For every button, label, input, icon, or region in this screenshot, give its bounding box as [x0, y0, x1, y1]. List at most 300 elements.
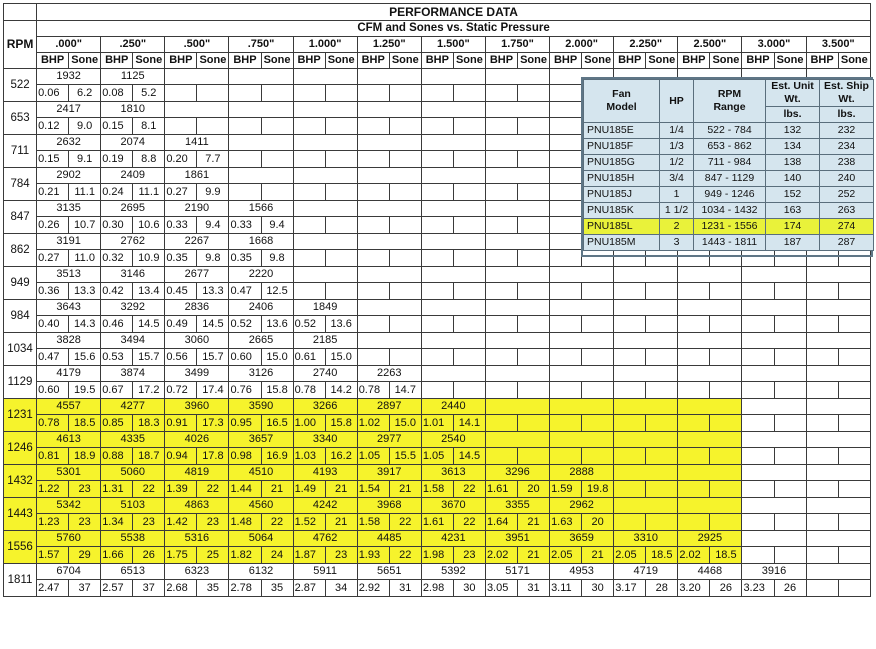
sone-cell: 14.2: [325, 382, 357, 399]
sone-cell: 13.6: [261, 316, 293, 333]
bhp-cell: 1.98: [421, 547, 453, 564]
cfm-cell: 3310: [614, 531, 678, 547]
empty-cell: [453, 250, 485, 267]
cfm-cell: 2762: [101, 234, 165, 250]
sone-cell: 14.5: [133, 316, 165, 333]
cfm-cell: 1932: [37, 69, 101, 85]
cfm-cell: 6132: [229, 564, 293, 580]
empty-cell: [582, 250, 614, 267]
empty-cell: [710, 250, 742, 267]
cfm-cell: 4335: [101, 432, 165, 448]
empty-cell: [806, 283, 838, 300]
empty-cell: [614, 349, 646, 366]
empty-cell: [293, 267, 357, 283]
ship-weight-cell: 252: [820, 187, 874, 203]
rpm-cell: 653: [4, 102, 37, 135]
sone-cell: 6.2: [69, 85, 101, 102]
cfm-cell: 4719: [614, 564, 678, 580]
empty-cell: [582, 382, 614, 399]
empty-cell: [550, 399, 614, 415]
bhp-cell: 0.30: [101, 217, 133, 234]
empty-cell: [646, 349, 678, 366]
sone-cell: 16.9: [261, 448, 293, 465]
empty-cell: [742, 415, 774, 432]
empty-cell: [293, 217, 325, 234]
sone-cell: 15.7: [133, 349, 165, 366]
pressure-header: 1.000": [293, 37, 357, 53]
cfm-cell: 2677: [165, 267, 229, 283]
empty-cell: [614, 432, 678, 448]
cfm-cell: 2925: [678, 531, 742, 547]
empty-cell: [165, 118, 197, 135]
pressure-header: 2.000": [550, 37, 614, 53]
sone-cell: 9.0: [69, 118, 101, 135]
sone-cell: 9.8: [197, 250, 229, 267]
bhp-cell: 1.54: [357, 481, 389, 498]
bhp-cell: 0.19: [101, 151, 133, 168]
empty-cell: [421, 234, 485, 250]
bhp-cell: 3.23: [742, 580, 774, 597]
sone-cell: 37: [69, 580, 101, 597]
empty-cell: [774, 415, 806, 432]
empty-cell: [485, 250, 517, 267]
model-row: [584, 155, 874, 171]
cfm-cell: 2185: [293, 333, 357, 349]
cfm-cell: 3590: [229, 399, 293, 415]
empty-cell: [485, 382, 517, 399]
table-row: [4, 481, 871, 498]
sone-cell: 5.2: [133, 85, 165, 102]
empty-cell: [646, 481, 678, 498]
hp-cell: 3/4: [660, 171, 694, 187]
empty-cell: [229, 168, 293, 184]
rpm-cell: 1811: [4, 564, 37, 597]
empty-cell: [389, 316, 421, 333]
cfm-cell: 2888: [550, 465, 614, 481]
sone-cell: 8.8: [133, 151, 165, 168]
bhp-cell: 1.44: [229, 481, 261, 498]
empty-cell: [710, 514, 742, 531]
ship-weight-cell: 240: [820, 171, 874, 187]
cfm-cell: 1668: [229, 234, 293, 250]
table-row: [4, 283, 871, 300]
bhp-cell: 0.26: [37, 217, 69, 234]
empty-cell: [421, 102, 485, 118]
empty-cell: [518, 316, 550, 333]
model-row: [584, 235, 874, 251]
sone-cell: 13.3: [197, 283, 229, 300]
model-name-cell: PNU185M: [584, 235, 660, 251]
sone-cell: 14.1: [453, 415, 485, 432]
empty-cell: [357, 333, 421, 349]
sone-cell: 14.3: [69, 316, 101, 333]
bhp-cell: 1.49: [293, 481, 325, 498]
sone-cell: 22: [197, 481, 229, 498]
bhp-cell: 1.52: [293, 514, 325, 531]
sone-header: Sone: [582, 53, 614, 69]
empty-cell: [838, 580, 870, 597]
empty-cell: [261, 184, 293, 201]
empty-cell: [485, 432, 549, 448]
empty-cell: [838, 250, 870, 267]
rpm-cell: 1129: [4, 366, 37, 399]
empty-cell: [646, 382, 678, 399]
bhp-cell: 0.52: [293, 316, 325, 333]
empty-cell: [678, 432, 742, 448]
cfm-cell: 5651: [357, 564, 421, 580]
bhp-cell: 0.12: [37, 118, 69, 135]
bhp-header: BHP: [293, 53, 325, 69]
bhp-cell: 0.35: [165, 250, 197, 267]
empty-cell: [197, 85, 229, 102]
empty-cell: [646, 316, 678, 333]
empty-cell: [774, 250, 806, 267]
bhp-cell: 1.48: [229, 514, 261, 531]
sone-cell: 10.6: [133, 217, 165, 234]
bhp-header: BHP: [357, 53, 389, 69]
empty-cell: [806, 349, 838, 366]
model-name-cell: PNU185L: [584, 219, 660, 235]
model-row: [584, 123, 874, 139]
bhp-cell: 2.47: [37, 580, 69, 597]
empty-cell: [518, 448, 550, 465]
sone-cell: 23: [453, 547, 485, 564]
bhp-cell: 1.58: [421, 481, 453, 498]
empty-cell: [710, 415, 742, 432]
empty-cell: [550, 366, 614, 382]
bhp-cell: 0.95: [229, 415, 261, 432]
empty-cell: [806, 531, 870, 547]
table-row: [4, 531, 871, 547]
bhp-cell: 0.47: [37, 349, 69, 366]
bhp-cell: 1.82: [229, 547, 261, 564]
empty-cell: [742, 283, 774, 300]
empty-cell: [485, 151, 517, 168]
rpm-cell: 711: [4, 135, 37, 168]
empty-cell: [710, 283, 742, 300]
empty-cell: [453, 184, 485, 201]
empty-cell: [518, 118, 550, 135]
empty-cell: [357, 300, 421, 316]
rpm-range-cell: 653 - 862: [694, 139, 766, 155]
bhp-cell: 2.02: [678, 547, 710, 564]
model-row: [584, 219, 874, 235]
cfm-cell: 1849: [293, 300, 357, 316]
cfm-cell: 2836: [165, 300, 229, 316]
cfm-cell: 4179: [37, 366, 101, 382]
empty-cell: [293, 168, 357, 184]
ship-weight-cell: 274: [820, 219, 874, 235]
empty-cell: [421, 118, 453, 135]
bhp-cell: 2.87: [293, 580, 325, 597]
sone-cell: 7.7: [197, 151, 229, 168]
empty-cell: [550, 448, 582, 465]
empty-cell: [357, 283, 389, 300]
cfm-cell: 5060: [101, 465, 165, 481]
rpm-range-cell: 949 - 1246: [694, 187, 766, 203]
cfm-cell: 2740: [293, 366, 357, 382]
sone-cell: 9.4: [261, 217, 293, 234]
cfm-cell: 5103: [101, 498, 165, 514]
unit-weight-cell: 132: [766, 123, 820, 139]
empty-cell: [229, 118, 261, 135]
empty-cell: [678, 267, 742, 283]
cfm-cell: 2665: [229, 333, 293, 349]
empty-cell: [678, 283, 710, 300]
sone-cell: 23: [69, 514, 101, 531]
empty-cell: [485, 300, 549, 316]
unit-weight-cell: 134: [766, 139, 820, 155]
empty-cell: [838, 349, 870, 366]
empty-cell: [646, 250, 678, 267]
sone-cell: 20: [582, 514, 614, 531]
bhp-cell: 1.58: [357, 514, 389, 531]
bhp-cell: 3.11: [550, 580, 582, 597]
empty-cell: [806, 316, 838, 333]
empty-cell: [550, 300, 614, 316]
empty-cell: [806, 382, 838, 399]
cfm-cell: 3292: [101, 300, 165, 316]
sone-cell: 11.1: [133, 184, 165, 201]
bhp-cell: 0.33: [229, 217, 261, 234]
empty-cell: [485, 267, 549, 283]
sone-cell: 18.7: [133, 448, 165, 465]
cfm-cell: 3916: [742, 564, 806, 580]
pressure-header: 2.250": [614, 37, 678, 53]
empty-cell: [582, 349, 614, 366]
sone-cell: 37: [133, 580, 165, 597]
empty-cell: [678, 366, 742, 382]
bhp-cell: 0.24: [101, 184, 133, 201]
empty-cell: [485, 316, 517, 333]
empty-cell: [550, 382, 582, 399]
empty-cell: [293, 184, 325, 201]
bhp-cell: 2.78: [229, 580, 261, 597]
empty-cell: [614, 316, 646, 333]
empty-cell: [550, 349, 582, 366]
bhp-cell: 2.02: [485, 547, 517, 564]
bhp-cell: 0.81: [37, 448, 69, 465]
empty-cell: [165, 69, 229, 85]
empty-cell: [518, 184, 550, 201]
hp-cell: 1 1/2: [660, 203, 694, 219]
sone-cell: 15.8: [325, 415, 357, 432]
bhp-header: BHP: [678, 53, 710, 69]
empty-cell: [742, 349, 774, 366]
bhp-cell: 1.01: [421, 415, 453, 432]
empty-cell: [582, 283, 614, 300]
ship-weight-cell: 232: [820, 123, 874, 139]
sone-cell: 21: [389, 481, 421, 498]
bhp-cell: 1.31: [101, 481, 133, 498]
empty-cell: [614, 448, 646, 465]
empty-cell: [293, 102, 357, 118]
empty-cell: [678, 349, 710, 366]
bhp-cell: 0.88: [101, 448, 133, 465]
sone-cell: 15.8: [261, 382, 293, 399]
bhp-cell: 1.87: [293, 547, 325, 564]
cfm-cell: 1566: [229, 201, 293, 217]
bhp-cell: 0.40: [37, 316, 69, 333]
sone-header: Sone: [69, 53, 101, 69]
empty-cell: [421, 283, 453, 300]
empty-cell: [550, 333, 614, 349]
cfm-cell: 1861: [165, 168, 229, 184]
empty-cell: [742, 465, 806, 481]
bhp-cell: 0.52: [229, 316, 261, 333]
bhp-cell: 3.20: [678, 580, 710, 597]
empty-cell: [485, 415, 517, 432]
cfm-cell: 4485: [357, 531, 421, 547]
table-row: [4, 448, 871, 465]
empty-cell: [485, 217, 517, 234]
sone-cell: 19.8: [582, 481, 614, 498]
cfm-cell: 2220: [229, 267, 293, 283]
empty-cell: [838, 316, 870, 333]
cfm-cell: 4762: [293, 531, 357, 547]
cfm-cell: 3296: [485, 465, 549, 481]
sone-cell: 18.5: [69, 415, 101, 432]
sone-header: Sone: [710, 53, 742, 69]
cfm-cell: 4193: [293, 465, 357, 481]
bhp-sone-header-row: [4, 53, 871, 69]
sone-cell: 30: [582, 580, 614, 597]
empty-cell: [357, 135, 421, 151]
cfm-cell: 4863: [165, 498, 229, 514]
bhp-cell: 1.64: [485, 514, 517, 531]
empty-cell: [614, 333, 678, 349]
empty-cell: [838, 415, 870, 432]
empty-cell: [518, 250, 550, 267]
empty-cell: [485, 234, 549, 250]
empty-cell: [710, 382, 742, 399]
table-row: [4, 399, 871, 415]
table-row: [4, 465, 871, 481]
cfm-cell: 6513: [101, 564, 165, 580]
cfm-cell: 2074: [101, 135, 165, 151]
pressure-header: 3.500": [806, 37, 870, 53]
model-header-cell: Est. Ship Wt.: [820, 80, 874, 107]
bhp-cell: 1.39: [165, 481, 197, 498]
cfm-cell: 3643: [37, 300, 101, 316]
bhp-cell: 1.05: [421, 448, 453, 465]
rpm-range-cell: 711 - 984: [694, 155, 766, 171]
bhp-cell: 0.27: [165, 184, 197, 201]
empty-cell: [389, 217, 421, 234]
cfm-cell: 5760: [37, 531, 101, 547]
ship-weight-cell: 238: [820, 155, 874, 171]
empty-cell: [357, 184, 389, 201]
table-row: [4, 580, 871, 597]
bhp-cell: 2.68: [165, 580, 197, 597]
empty-cell: [357, 250, 389, 267]
model-name-cell: PNU185K: [584, 203, 660, 219]
empty-cell: [806, 498, 870, 514]
cfm-cell: 4560: [229, 498, 293, 514]
bhp-cell: 1.63: [550, 514, 582, 531]
cfm-cell: 5392: [421, 564, 485, 580]
model-row: [584, 139, 874, 155]
sone-cell: 28: [646, 580, 678, 597]
empty-cell: [293, 85, 325, 102]
bhp-header: BHP: [806, 53, 838, 69]
empty-cell: [614, 300, 678, 316]
empty-cell: [293, 201, 357, 217]
empty-cell: [742, 366, 806, 382]
empty-cell: [550, 217, 582, 234]
sone-cell: 30: [453, 580, 485, 597]
empty-cell: [165, 85, 197, 102]
sone-cell: 23: [133, 514, 165, 531]
cfm-cell: 5064: [229, 531, 293, 547]
rpm-range-cell: 1443 - 1811: [694, 235, 766, 251]
empty-cell: [485, 283, 517, 300]
bhp-cell: 0.76: [229, 382, 261, 399]
empty-cell: [550, 184, 582, 201]
empty-cell: [806, 333, 870, 349]
empty-cell: [838, 514, 870, 531]
table-row: [4, 267, 871, 283]
empty-cell: [774, 349, 806, 366]
bhp-cell: 0.15: [101, 118, 133, 135]
empty-cell: [421, 316, 453, 333]
bhp-cell: 1.23: [37, 514, 69, 531]
empty-cell: [614, 267, 678, 283]
bhp-cell: 1.93: [357, 547, 389, 564]
bhp-cell: 0.49: [165, 316, 197, 333]
bhp-header: BHP: [37, 53, 69, 69]
empty-cell: [518, 217, 550, 234]
empty-cell: [453, 85, 485, 102]
empty-cell: [710, 481, 742, 498]
cfm-cell: 3146: [101, 267, 165, 283]
empty-cell: [838, 547, 870, 564]
bhp-header: BHP: [101, 53, 133, 69]
empty-cell: [197, 118, 229, 135]
rpm-cell: 984: [4, 300, 37, 333]
rpm-cell: 847: [4, 201, 37, 234]
pressure-header: 1.750": [485, 37, 549, 53]
empty-cell: [518, 283, 550, 300]
sone-cell: 9.4: [197, 217, 229, 234]
empty-cell: [229, 135, 293, 151]
sone-cell: 18.5: [646, 547, 678, 564]
empty-cell: [357, 69, 421, 85]
bhp-cell: 0.20: [165, 151, 197, 168]
bhp-header: BHP: [165, 53, 197, 69]
static-pressure-header-row: [4, 37, 871, 53]
model-row: [584, 187, 874, 203]
empty-cell: [838, 481, 870, 498]
unit-weight-cell: 163: [766, 203, 820, 219]
sone-cell: 25: [197, 547, 229, 564]
empty-cell: [550, 267, 614, 283]
ship-weight-cell: 263: [820, 203, 874, 219]
pressure-header: .500": [165, 37, 229, 53]
bhp-header: BHP: [742, 53, 774, 69]
cfm-cell: 2977: [357, 432, 421, 448]
pressure-header: 3.000": [742, 37, 806, 53]
empty-cell: [485, 448, 517, 465]
empty-cell: [453, 283, 485, 300]
empty-cell: [453, 382, 485, 399]
cfm-cell: 2417: [37, 102, 101, 118]
empty-cell: [678, 415, 710, 432]
table-title: PERFORMANCE DATA: [37, 4, 871, 21]
empty-cell: [678, 333, 742, 349]
cfm-cell: 5171: [485, 564, 549, 580]
bhp-cell: 1.05: [357, 448, 389, 465]
